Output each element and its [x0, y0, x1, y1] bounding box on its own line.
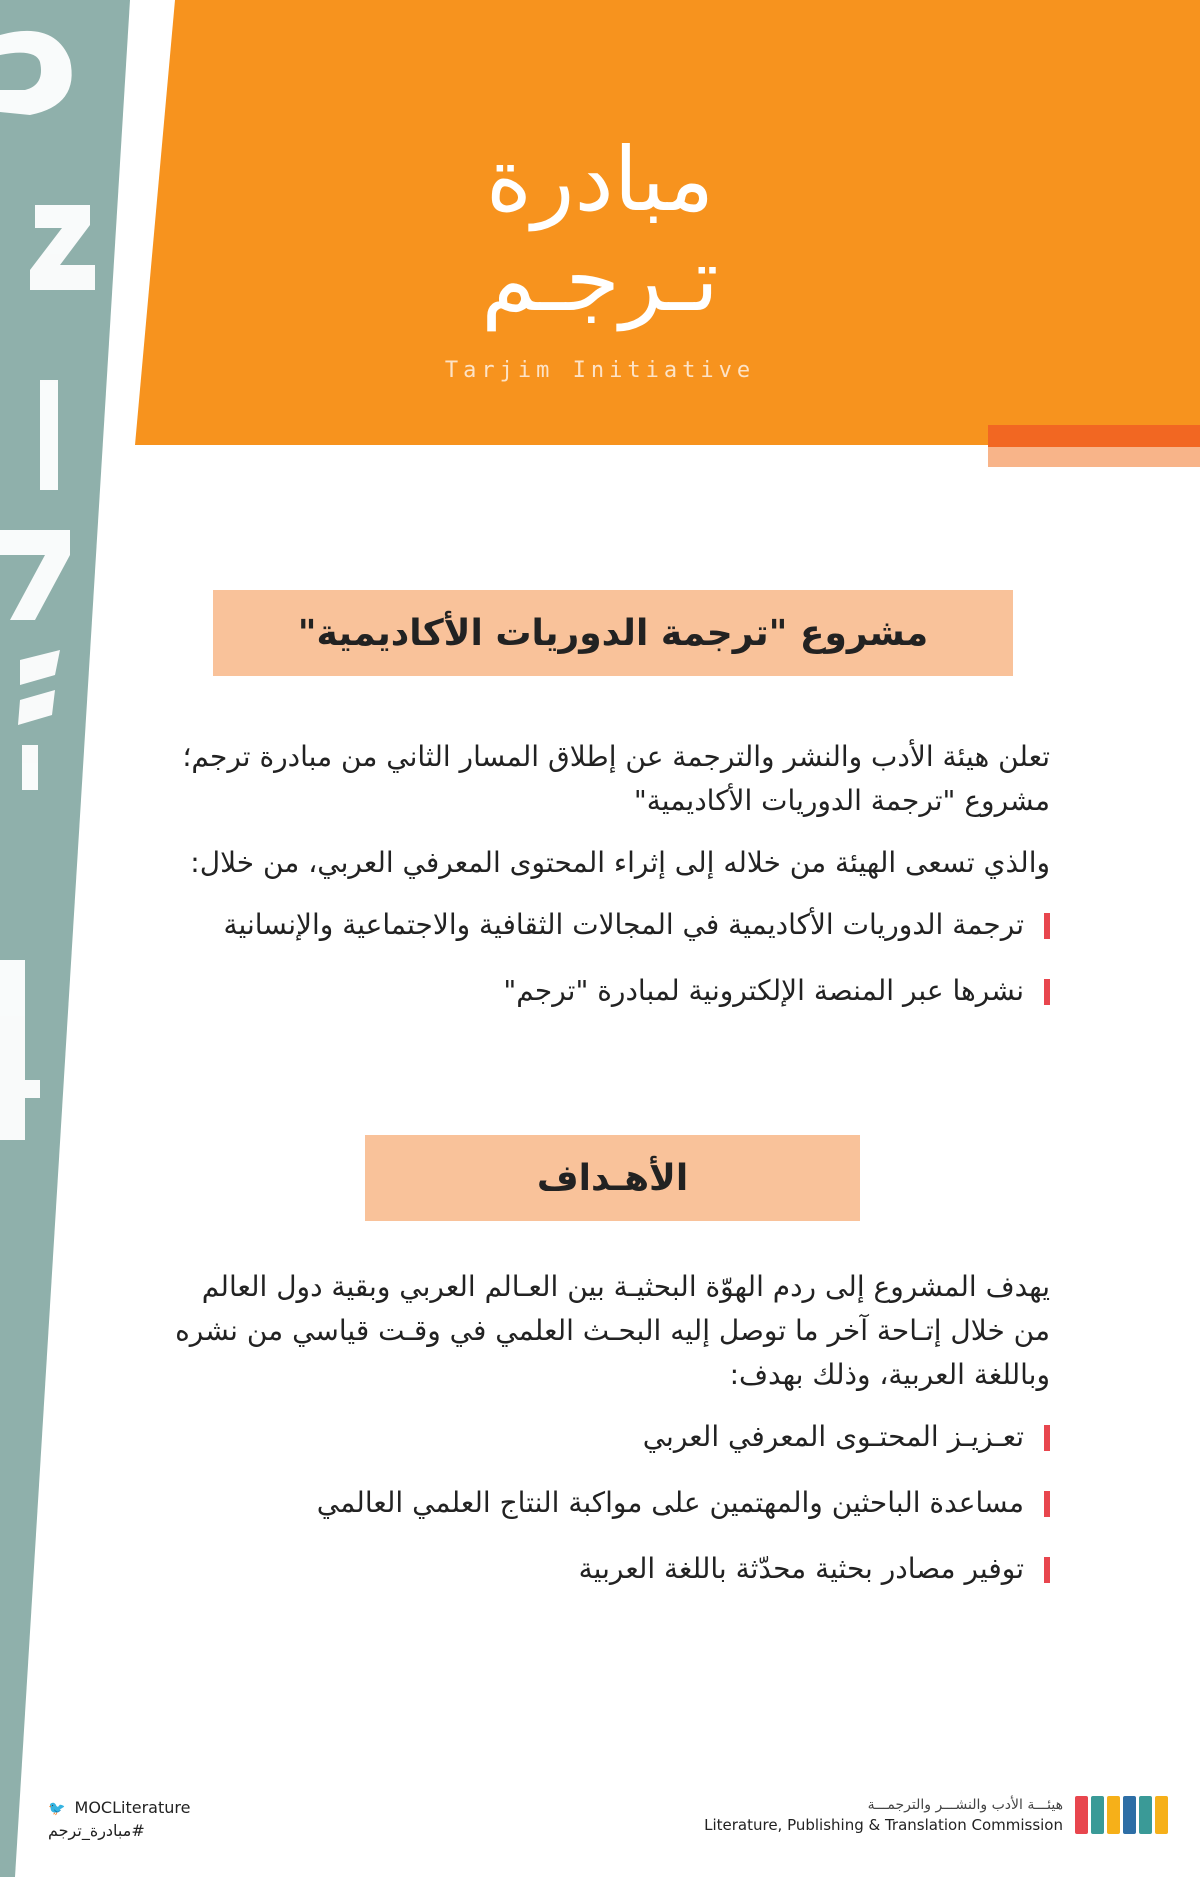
bullet-mark-icon	[1044, 913, 1050, 939]
bullet-text: توفير مصادر بحثية محدّثة باللغة العربية	[578, 1552, 1024, 1585]
logo-arabic-line1: مبادرة	[485, 128, 715, 231]
bullet-text: تعـزيـز المحتـوى المعرفي العربي	[642, 1420, 1024, 1453]
logo-bar-pink	[1075, 1796, 1088, 1834]
hashtag[interactable]: #مبادرة_ترجم	[48, 1821, 145, 1840]
section-title-goals-text: الأهـداف	[536, 1157, 689, 1199]
twitter-icon: 🐦	[48, 1801, 66, 1817]
goals-description	[165, 1265, 1050, 1613]
project-paragraph-1: تعلن هيئة الأدب والنشر والترجمة عن إطلاق المسار الثاني من مبادرة ترجم؛ مشروع "ترجمة الدوريات الأكاديمية"	[182, 740, 1050, 817]
org-logo-icon	[1075, 1796, 1168, 1834]
goals-bullet-list	[165, 1415, 1050, 1591]
org-name-arabic: هيئـــة الأدب والنشـــر والترجمـــة	[867, 1797, 1063, 1813]
list-item	[165, 1481, 1050, 1525]
social-footer	[48, 1797, 190, 1842]
section-title-goals	[365, 1135, 860, 1221]
accent-bar-light	[988, 447, 1200, 467]
twitter-handle[interactable]: MOCLiterature	[74, 1798, 191, 1817]
project-bullet-list	[165, 903, 1050, 1013]
tarjim-logo	[430, 130, 770, 400]
bullet-mark-icon	[1044, 1491, 1050, 1517]
section-title-project-text: مشروع "ترجمة الدوريات الأكاديمية"	[297, 612, 929, 654]
logo-bar-yellow	[1107, 1796, 1120, 1834]
list-item	[165, 969, 1050, 1013]
section-title-project	[213, 590, 1013, 676]
bullet-text: نشرها عبر المنصة الإلكترونية لمبادرة "ترجم"	[503, 974, 1024, 1007]
org-name	[704, 1795, 1063, 1835]
org-footer	[704, 1795, 1168, 1835]
logo-bar-blue	[1123, 1796, 1136, 1834]
logo-arabic-line2: تـرجـم	[481, 228, 719, 331]
goals-paragraph: يهدف المشروع إلى ردم الهوّة البحثيـة بين العـالم العربي وبقية دول العالم من خلال إتـاحة آخر ما توصل إليه البحـث العلمي في وقـت قياسي من نشره وباللغة العربية، وذلك بهدف:	[175, 1270, 1050, 1391]
list-item	[165, 1547, 1050, 1591]
list-item	[165, 1415, 1050, 1459]
bullet-mark-icon	[1044, 1557, 1050, 1583]
project-paragraph-2: والذي تسعى الهيئة من خلاله إلى إثراء المحتوى المعرفي العربي، من خلال:	[190, 846, 1050, 879]
bullet-mark-icon	[1044, 979, 1050, 1005]
logo-bar-teal-2	[1139, 1796, 1152, 1834]
logo-bar-teal	[1091, 1796, 1104, 1834]
org-name-english: Literature, Publishing & Translation Commission	[704, 1816, 1063, 1834]
logo-bar-yellow-2	[1155, 1796, 1168, 1834]
logo-english: Tarjim Initiative	[444, 358, 756, 383]
bullet-text: ترجمة الدوريات الأكاديمية في المجالات الثقافية والاجتماعية والإنسانية	[223, 908, 1024, 941]
accent-bar-dark	[988, 425, 1200, 447]
twitter-row[interactable]	[48, 1797, 190, 1820]
decorative-letter-8	[0, 1080, 40, 1098]
project-description	[165, 735, 1050, 1035]
accent-bar	[988, 425, 1200, 467]
decorative-letter-7	[0, 960, 25, 1140]
bullet-mark-icon	[1044, 1425, 1050, 1451]
list-item	[165, 903, 1050, 947]
decorative-letter-6	[22, 745, 38, 790]
bullet-text: مساعدة الباحثين والمهتمين على مواكبة النتاج العلمي العالمي	[316, 1486, 1024, 1519]
